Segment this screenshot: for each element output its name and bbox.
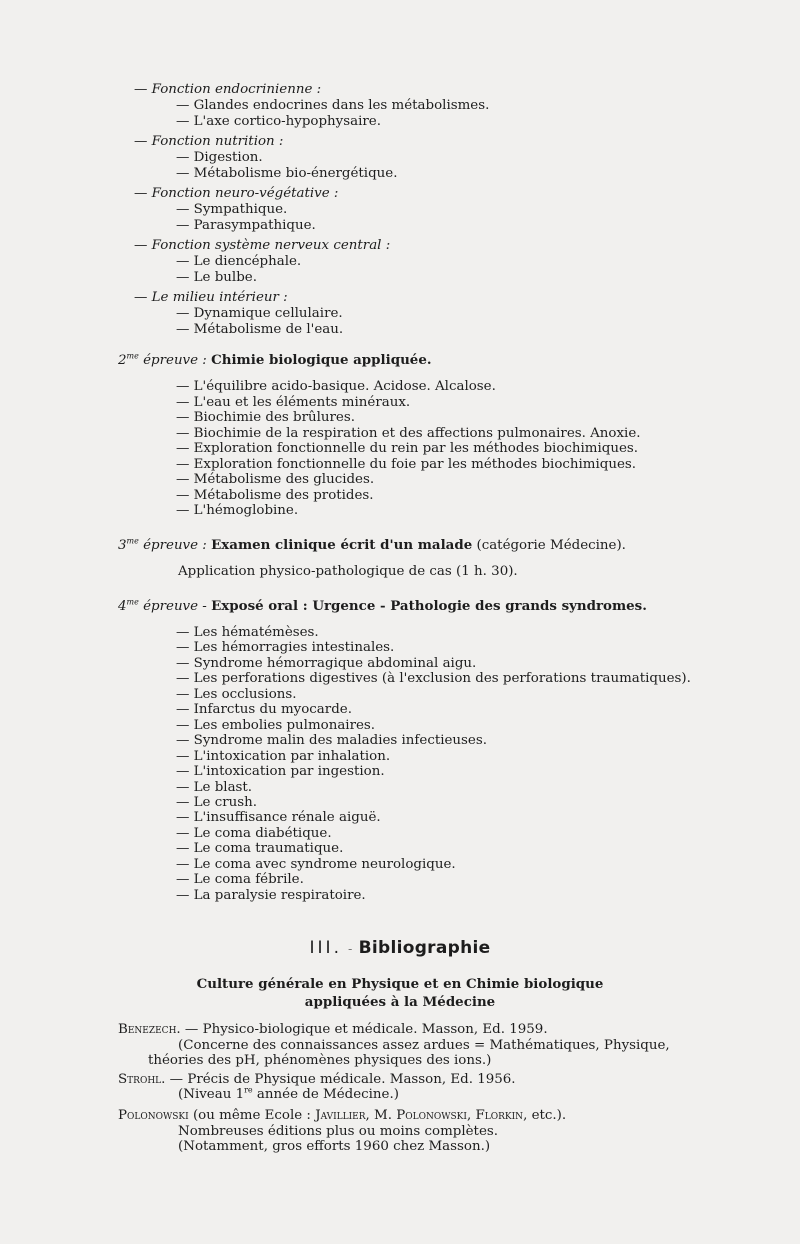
list-item: — Biochimie des brûlures.: [176, 410, 355, 425]
list-item: — L'hémoglobine.: [176, 503, 299, 518]
topic-item: — Métabolisme de l'eau.: [176, 322, 344, 337]
list-item: — Syndrome malin des maladies infectieuses.: [176, 733, 487, 749]
list-item: — Les hémorragies intestinales.: [176, 640, 395, 656]
list-item: — Le coma avec syndrome neurologique.: [176, 856, 456, 872]
topic-item: — Parasympathique.: [176, 218, 316, 233]
list-item: — L'équilibre acido-basique. Acidose. Alcalose.: [176, 379, 496, 394]
topic-group-title: — Fonction système nerveux central :: [134, 238, 391, 253]
epreuve-3-heading: $3^{me}$ épreuve : Examen clinique écrit d'un malade (catégorie Médecine).: [118, 536, 626, 553]
list-item: — Le coma diabétique.: [176, 825, 332, 841]
topic-item: — L'axe cortico-hypophysaire.: [176, 114, 381, 129]
topic-item: — Métabolisme bio-énergétique.: [176, 166, 398, 181]
list-item: — La paralysie respiratoire.: [176, 887, 366, 903]
list-item: — Syndrome hémorragique abdominal aigu.: [176, 655, 477, 671]
list-item: — Les perforations digestives (à l'exclusion des perforations traumatiques).: [176, 671, 691, 687]
bib-entry-benezech-note-1: (Concerne des connaissances assez ardues = Mathématiques, Physique,: [178, 1038, 670, 1053]
list-item: — L'insuffisance rénale aiguë.: [176, 810, 381, 826]
list-item: — Le coma traumatique.: [176, 841, 344, 857]
bibliography-subtitle-2: appliquées à la Médecine: [304, 994, 496, 1010]
list-item: — Les occlusions.: [176, 686, 297, 702]
list-item: — Métabolisme des glucides.: [176, 472, 375, 487]
bib-entry-polonowski: Polonowski (ou même Ecole : Javillier, M. Polonowski, Florkin, etc.).: [118, 1108, 567, 1123]
bib-entry-strohl-note: (Niveau 1re année de Médecine.): [178, 1085, 399, 1102]
epreuve-3-application: Application physico-pathologique de cas (1 h. 30).: [178, 564, 518, 579]
bibliography-heading: III. - Bibliographie: [309, 938, 491, 958]
bib-entry-polonowski-note-1: Nombreuses éditions plus ou moins complètes.: [178, 1124, 498, 1139]
topic-group-title: — Fonction neuro-végétative :: [134, 186, 339, 201]
list-item: — Biochimie de la respiration et des affections pulmonaires. Anoxie.: [176, 425, 641, 441]
topic-item: — Glandes endocrines dans les métabolismes.: [176, 98, 490, 113]
bib-entry-strohl: Strohl. — Précis de Physique médicale. Masson, Ed. 1956.: [118, 1072, 516, 1087]
list-item: — L'eau et les éléments minéraux.: [176, 394, 411, 410]
list-item: — Métabolisme des protides.: [176, 487, 374, 503]
epreuve-2-heading: $2^{me}$ épreuve : Chimie biologique appliquée.: [118, 351, 432, 368]
list-item: — Exploration fonctionnelle du rein par les méthodes biochimiques.: [176, 441, 639, 456]
list-item: — Les hématémèses.: [176, 625, 319, 640]
bibliography-subtitle-1: Culture générale en Physique et en Chimie biologique: [196, 976, 604, 992]
topic-item: — Le bulbe.: [176, 270, 257, 285]
topic-item: — Le diencéphale.: [176, 254, 302, 269]
topic-item: — Digestion.: [176, 150, 263, 165]
topic-item: — Dynamique cellulaire.: [176, 306, 343, 321]
list-item: — Le crush.: [176, 794, 257, 810]
list-item: — L'intoxication par inhalation.: [176, 748, 391, 764]
topic-group-title: — Fonction nutrition :: [134, 134, 284, 149]
bib-entry-benezech: Benezech. — Physico-biologique et médicale. Masson, Ed. 1959.: [118, 1022, 548, 1037]
list-item: — L'intoxication par ingestion.: [176, 764, 385, 780]
bib-entry-benezech-note-2: théories des pH, phénomènes physiques des ions.): [148, 1053, 492, 1068]
list-item: — Le coma fébrile.: [176, 872, 304, 888]
list-item: — Le blast.: [176, 779, 253, 795]
list-item: — Exploration fonctionnelle du foie par les méthodes biochimiques.: [176, 456, 637, 472]
topic-item: — Sympathique.: [176, 202, 288, 217]
topic-group-title: — Le milieu intérieur :: [134, 290, 288, 305]
list-item: — Infarctus du myocarde.: [176, 702, 352, 718]
topic-group-title: — Fonction endocrinienne :: [134, 82, 322, 97]
bib-entry-polonowski-note-2: (Notamment, gros efforts 1960 chez Masson.): [178, 1139, 491, 1154]
epreuve-4-heading: $4^{me}$ épreuve - Exposé oral : Urgence - Pathologie des grands syndromes.: [118, 597, 647, 614]
list-item: — Les embolies pulmonaires.: [176, 717, 376, 733]
